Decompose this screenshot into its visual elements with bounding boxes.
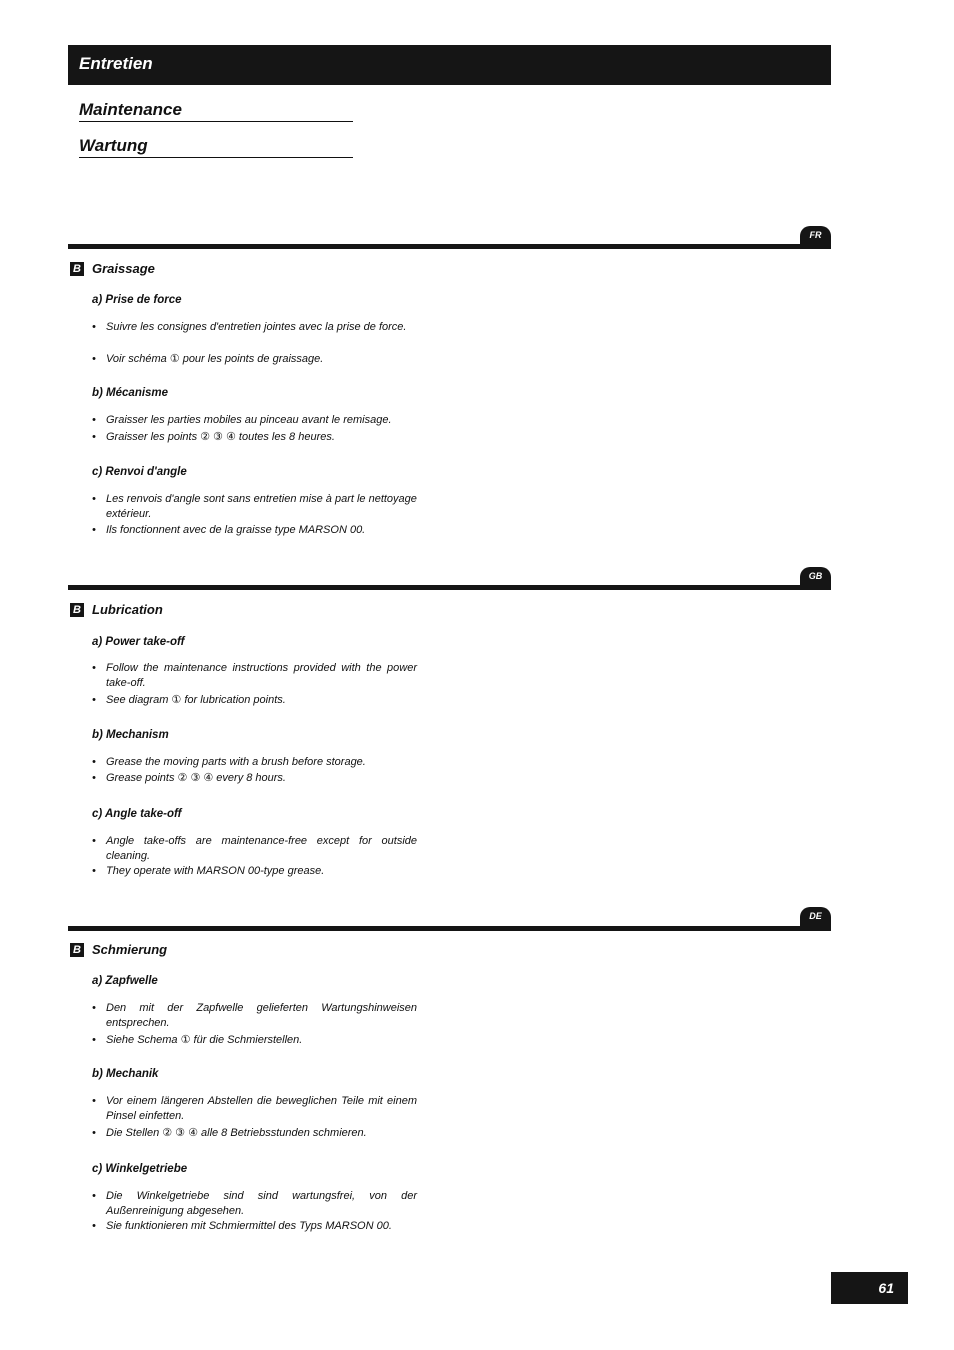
language-tab-gb: GB [800, 567, 831, 586]
list-item: • Vor einem längeren Abstellen die beweglichen Teile mit einem Pinsel einfetten. [92, 1095, 417, 1122]
list-item: • Ils fonctionnent avec de la graisse type MARSON 00. [92, 524, 366, 536]
list-item: • Angle take-offs are maintenance-free except for outside cleaning. [92, 835, 417, 862]
section-heading: Schmierung [92, 942, 168, 957]
list-item: • Follow the maintenance instructions provided with the power take-off. [92, 662, 417, 689]
section-rule [68, 244, 831, 249]
list-item: • Grease points ② ③ ④ every 8 hours. [92, 772, 286, 784]
subsection-heading: c) Renvoi d'angle [92, 466, 187, 478]
language-tab-de: DE [800, 907, 831, 926]
subsection-heading: b) Mechanism [92, 729, 169, 741]
section-rule [68, 926, 831, 931]
subsection-heading: a) Prise de force [92, 294, 182, 306]
section-heading: Lubrication [92, 602, 163, 617]
subtitle-maintenance: Maintenance [79, 100, 353, 122]
section-rule [68, 585, 831, 590]
page-title: Entretien [79, 54, 153, 73]
subtitle-wartung: Wartung [79, 136, 353, 158]
page-number: 61 [831, 1272, 908, 1304]
list-item: • They operate with MARSON 00-type grease. [92, 865, 325, 877]
list-item: • Den mit der Zapfwelle gelieferten Wartungshinweisen entsprechen. [92, 1002, 417, 1029]
subsection-heading: c) Angle take-off [92, 808, 182, 820]
subsection-heading: b) Mechanik [92, 1068, 159, 1080]
list-item: • Voir schéma ① pour les points de graissage. [92, 353, 324, 365]
list-item: • Les renvois d'angle sont sans entretien mise à part le nettoyage extérieur. [92, 493, 417, 520]
list-item: • Graisser les points ② ③ ④ toutes les 8 heures. [92, 431, 335, 443]
list-item: • Die Winkelgetriebe sind sind wartungsfrei, von der Außenreinigung abgesehen. [92, 1190, 417, 1217]
list-item: • Sie funktionieren mit Schmiermittel des Typs MARSON 00. [92, 1220, 392, 1232]
subsection-heading: a) Zapfwelle [92, 975, 158, 987]
section-badge: B [70, 262, 84, 276]
subsection-heading: c) Winkelgetriebe [92, 1163, 188, 1175]
list-item: • Suivre les consignes d'entretien jointes avec la prise de force. [92, 321, 407, 333]
list-item: • Graisser les parties mobiles au pinceau avant le remisage. [92, 414, 392, 426]
list-item: • Grease the moving parts with a brush before storage. [92, 756, 366, 768]
section-badge: B [70, 603, 84, 617]
list-item: • See diagram ① for lubrication points. [92, 694, 286, 706]
section-badge: B [70, 943, 84, 957]
section-heading: Graissage [92, 261, 155, 276]
language-tab-fr: FR [800, 226, 831, 245]
header-banner [68, 45, 831, 85]
subsection-heading: b) Mécanisme [92, 387, 169, 399]
list-item: • Die Stellen ② ③ ④ alle 8 Betriebsstunden schmieren. [92, 1127, 367, 1139]
subsection-heading: a) Power take-off [92, 636, 185, 648]
list-item: • Siehe Schema ① für die Schmierstellen. [92, 1034, 303, 1046]
